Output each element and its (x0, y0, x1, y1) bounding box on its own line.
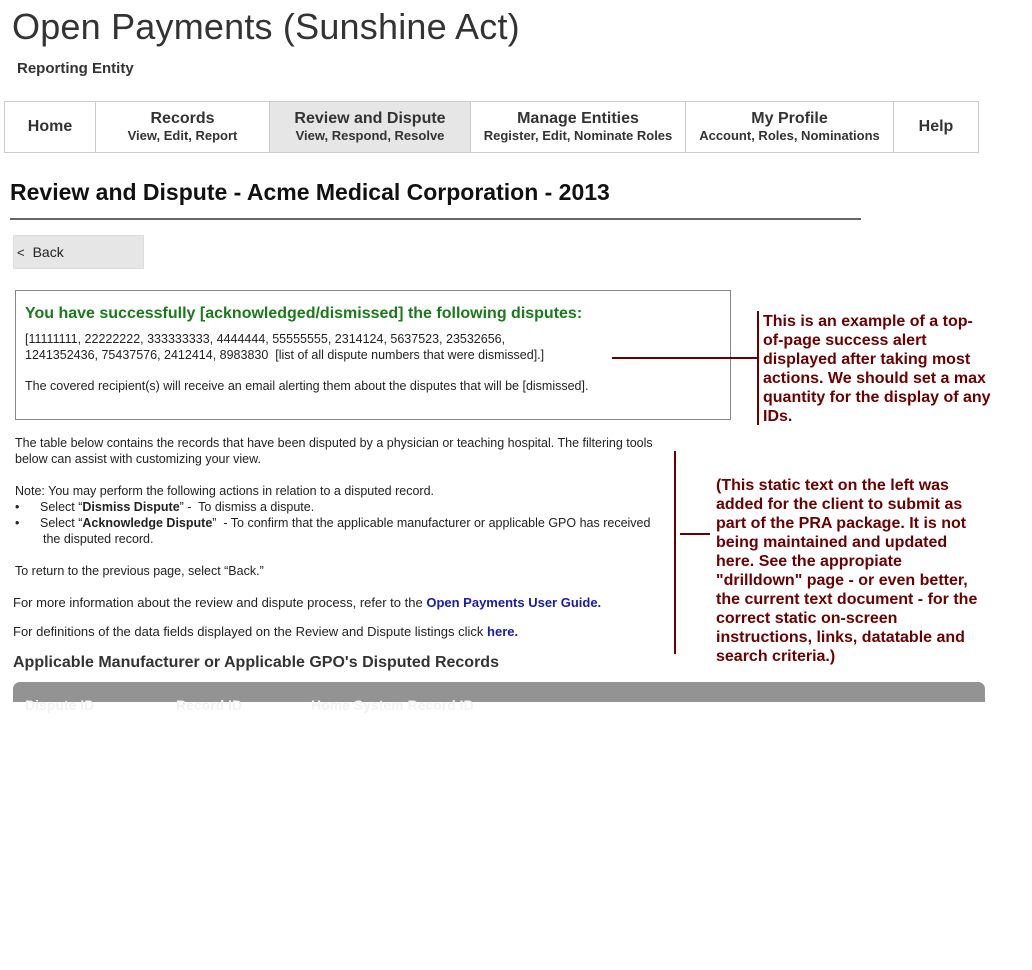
page-heading: Review and Dispute - Acme Medical Corporation - 2013 (10, 179, 610, 205)
intro-text: The table below contains the records that have been disputed by a physician or teaching hospital. The filtering tools below can assist with customizing your view. (15, 436, 653, 466)
action-item-dismiss (15, 499, 685, 515)
chevron-left-icon: < (17, 244, 25, 260)
user-guide-link[interactable]: Open Payments User Guide. (426, 595, 602, 610)
nav-records[interactable] (96, 102, 270, 152)
action-pre: Select “ (40, 516, 83, 530)
nav-help[interactable] (894, 102, 978, 152)
nav-home[interactable] (5, 102, 96, 152)
action-name: Dismiss Dispute (82, 500, 180, 514)
annotation-bracket-line (757, 311, 759, 425)
action-pre: Select “ (40, 500, 83, 514)
email-notice: The covered recipient(s) will receive an email alerting them about the disputes that will be [dismissed]. (25, 379, 589, 393)
annotation-bracket-line (674, 451, 676, 654)
nav-review-dispute-label: Review and Dispute (294, 110, 446, 127)
nav-review-dispute-sub: View, Respond, Resolve (295, 128, 445, 143)
heading-divider (10, 218, 861, 220)
main-nav (4, 101, 979, 153)
annotation-alert-note: This is an example of a top-of-page success alert displayed after taking most actions. We should set a max quantity for the display of any IDs. (763, 313, 991, 425)
records-table-header (13, 682, 985, 713)
user-guide-prefix: For more information about the review and dispute process, refer to the (13, 595, 427, 610)
back-button-label: Back (32, 244, 64, 260)
dispute-id-list (25, 331, 605, 363)
action-continuation: the disputed record. (43, 532, 154, 546)
annotation-static-text-note: (This static text on the left was added for the client to submit as part of the PRA package. It is not being maintained and updated here. See the appropiate "drilldown" page - or even better, the current text document - for the correct static on-screen instructions, links, datatable and search criteria.) (716, 477, 978, 665)
bullet-icon: • (15, 516, 20, 530)
app-title: Open Payments (Sunshine Act) (12, 6, 520, 47)
note-lead: Note: You may perform the following actions in relation to a disputed record. (15, 484, 434, 498)
action-post: ” - To dismiss a dispute. (179, 500, 315, 514)
app-subtitle: Reporting Entity (17, 60, 134, 77)
nav-manage-entities[interactable] (471, 102, 686, 152)
dispute-id-line-1: [11111111, 22222222, 333333333, 4444444, 55555555, 2314124, 5637523, 23532656, (25, 332, 506, 346)
nav-review-dispute[interactable] (270, 102, 471, 152)
definitions-text (13, 624, 518, 639)
nav-manage-entities-sub: Register, Edit, Nominate Roles (483, 128, 673, 143)
action-name: Acknowledge Dispute (82, 516, 213, 530)
annotation-connector-line (612, 357, 758, 359)
user-guide-text (13, 595, 601, 610)
definitions-prefix: For definitions of the data fields displayed on the Review and Dispute listings click (13, 624, 488, 639)
actions-note (15, 483, 685, 547)
column-header-record-id[interactable]: Record ID (176, 697, 243, 713)
dispute-id-line-2: 1241352436, 75437576, 2412414, 8983830 [list of all dispute numbers that were dismissed].] (25, 348, 545, 362)
definitions-link[interactable]: here. (487, 624, 519, 639)
actions-list (15, 499, 685, 547)
nav-my-profile[interactable] (686, 102, 894, 152)
success-alert (15, 290, 731, 420)
nav-help-label: Help (918, 118, 954, 135)
nav-records-label: Records (150, 110, 215, 127)
back-button[interactable] (13, 235, 144, 269)
column-header-home-system-record-id[interactable]: Home System Record ID (311, 697, 474, 713)
success-alert-title: You have successfully [acknowledged/dismissed] the following disputes: (25, 305, 583, 322)
nav-my-profile-label: My Profile (751, 110, 828, 127)
nav-my-profile-sub: Account, Roles, Nominations (699, 128, 880, 143)
action-post: ” - To confirm that the applicable manufacturer or applicable GPO has received (212, 516, 651, 530)
nav-home-label: Home (27, 118, 73, 135)
records-table-heading: Applicable Manufacturer or Applicable GPO's Disputed Records (13, 654, 499, 671)
return-instructions: To return to the previous page, select “Back.” (15, 564, 264, 578)
nav-records-sub: View, Edit, Report (127, 128, 238, 143)
bullet-icon: • (15, 500, 20, 514)
nav-manage-entities-label: Manage Entities (517, 110, 639, 127)
action-item-acknowledge (15, 515, 685, 547)
column-header-dispute-id[interactable]: Dispute ID (25, 697, 95, 713)
